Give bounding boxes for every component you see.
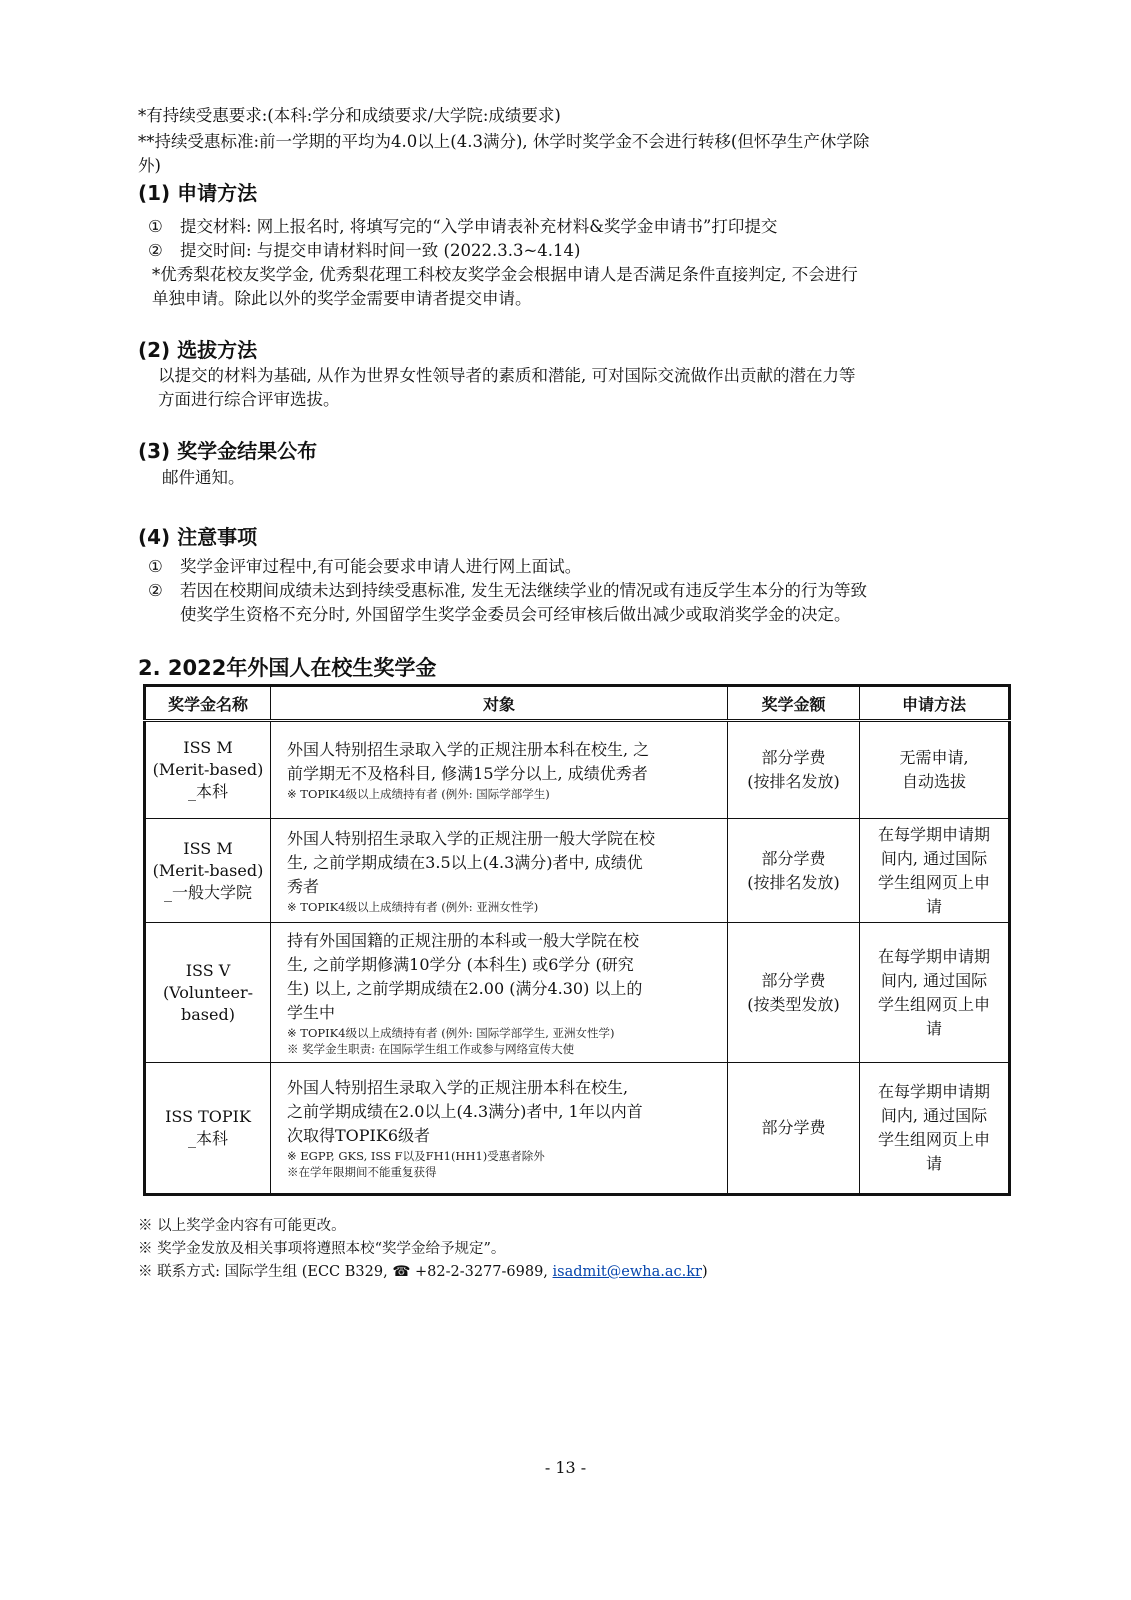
name-line: ISS M [183, 838, 233, 858]
sec3-paragraph: 邮件通知。 [162, 468, 245, 487]
sec2-paragraph-line-1: 以提交的材料为基础, 从作为世界女性领导者的素质和潜能, 可对国际交流做作出贡献的潜在力等 [158, 366, 856, 385]
target-cell [271, 819, 728, 923]
method-line: 自动选拔 [901, 772, 966, 791]
table-row [145, 1063, 1010, 1195]
header-scholarship-name: 奖学金名称 [145, 686, 271, 721]
amount-line: 部分学费 [761, 970, 826, 990]
name-line: ISS M [183, 738, 233, 757]
method-line: 无需申请, [899, 748, 969, 767]
scholarship-name-cell [145, 721, 271, 819]
sec4-item-2-text-line-1: 若因在校期间成绩未达到持续受惠标准, 发生无法继续学业的情况或有违反学生本分的行为等致 [180, 581, 867, 600]
name-line: ISS V [185, 960, 231, 980]
target-line: 之前学期成绩在2.0以上(4.3满分)者中, 1年以内首 [287, 1102, 643, 1121]
amount-cell [728, 721, 860, 819]
page-number: - 13 - [544, 1458, 587, 1477]
note-2: ※ 奖学金发放及相关事项将遵照本校“奖学金给予规定”。 [138, 1241, 506, 1257]
sec4-item-1-number: ① [148, 557, 163, 576]
target-cell [271, 721, 728, 819]
target-line: 前学期无不及格科目, 修满15学分以上, 成绩优秀者 [287, 764, 648, 783]
target-note: ※ TOPIK4级以上成绩持有者 (例外: 国际学部学生) [287, 787, 550, 801]
method-cell [860, 923, 1010, 1063]
name-line: (Merit-based) [152, 860, 264, 880]
header-method: 申请方法 [860, 686, 1010, 721]
intro-line-1: *有持续受惠要求:(本科:学分和成绩要求/大学院:成绩要求) [138, 106, 561, 125]
intro-line-2: **持续受惠标准:前一学期的平均为4.0以上(4.3满分), 休学时奖学金不会进行转移(但怀孕生产休学除 [138, 132, 870, 151]
section-1-title: (1) 申请方法 [138, 181, 258, 205]
section-3-title: (3) 奖学金结果公布 [138, 439, 318, 463]
method-cell [860, 1063, 1010, 1195]
scholarship-table [143, 684, 1011, 1196]
method-cell [860, 819, 1010, 923]
method-line: 间内, 通过国际 [880, 970, 988, 990]
name-line: ISS TOPIK [165, 1107, 251, 1126]
target-line: 生, 之前学期修满10学分 (本科生) 或6学分 (研究 [287, 954, 634, 974]
amount-line: (按排名发放) [747, 772, 840, 791]
phone-icon: ☎ [392, 1264, 411, 1280]
part-2-title: 2. 2022年外国人在校生奖学金 [138, 656, 437, 680]
name-line: (Volunteer- [162, 982, 254, 1002]
contact-suffix: ) [701, 1264, 708, 1280]
sec1-note-line-1: *优秀梨花校友奖学金, 优秀梨花理工科校友奖学金会根据申请人是否满足条件直接判定, 不会进行 [152, 265, 858, 284]
target-note: ※ TOPIK4级以上成绩持有者 (例外: 国际学部学生, 亚洲女性学) [287, 1025, 615, 1040]
sec1-item-2-text: 提交时间: 与提交申请材料时间一致 (2022.3.3~4.14) [180, 241, 581, 260]
name-line: _本科 [187, 782, 228, 801]
sec1-item-1 [148, 215, 777, 239]
sec4-item-1 [148, 555, 581, 579]
sec1-item-2-number: ② [148, 241, 163, 260]
target-line: 生) 以上, 之前学期成绩在2.00 (满分4.30) 以上的 [287, 978, 643, 998]
target-note: ※ TOPIK4级以上成绩持有者 (例外: 亚洲女性学) [287, 899, 539, 914]
target-note: ※ 奖学金生职责: 在国际学生组工作或参与网络宣传大使 [287, 1041, 575, 1056]
amount-line: (按类型发放) [747, 994, 840, 1014]
method-line: 学生组网页上申 [877, 1130, 990, 1149]
table-header-row [145, 686, 1010, 721]
header-amount: 奖学金额 [728, 686, 860, 721]
section-4-title: (4) 注意事项 [138, 525, 258, 549]
amount-line: 部分学费 [761, 748, 826, 767]
target-note: ※在学年限期间不能重复获得 [287, 1165, 437, 1179]
target-line: 外国人特别招生录取入学的正规注册一般大学院在校 [287, 828, 656, 848]
method-line: 请 [925, 1018, 942, 1038]
amount-line: 部分学费 [761, 1118, 826, 1137]
sec4-item-1-text: 奖学金评审过程中,有可能会要求申请人进行网上面试。 [180, 557, 582, 576]
scholarship-name-cell [145, 1063, 271, 1195]
method-line: 请 [925, 1154, 942, 1173]
target-line: 生, 之前学期成绩在3.5以上(4.3满分)者中, 成绩优 [287, 852, 643, 872]
intro-line-3: 外) [138, 156, 161, 175]
target-line: 外国人特别招生录取入学的正规注册本科在校生, 之 [287, 740, 650, 759]
sec1-item-1-text: 提交材料: 网上报名时, 将填写完的“入学申请表补充材料&奖学金申请书”打印提交 [180, 217, 778, 236]
amount-cell [728, 1063, 860, 1195]
target-line: 学生中 [287, 1002, 336, 1022]
target-line: 外国人特别招生录取入学的正规注册本科在校生, [287, 1078, 629, 1097]
table-row [145, 923, 1010, 1063]
target-line: 次取得TOPIK6级者 [287, 1126, 431, 1145]
amount-line: 部分学费 [761, 848, 826, 868]
table-row [145, 721, 1010, 819]
scholarship-name-cell [145, 923, 271, 1063]
table-row [145, 819, 1010, 923]
method-line: 间内, 通过国际 [880, 848, 988, 868]
target-note: ※ EGPP, GKS, ISS F以及FH1(HH1)受惠者除外 [287, 1149, 545, 1163]
method-line: 请 [925, 896, 942, 916]
method-line: 在每学期申请期 [877, 824, 990, 844]
sec1-item-1-number: ① [148, 217, 163, 236]
scholarship-name-cell [145, 819, 271, 923]
note-1: ※ 以上奖学金内容有可能更改。 [138, 1218, 346, 1234]
header-target: 对象 [271, 686, 728, 721]
target-cell [271, 923, 728, 1063]
method-cell [860, 721, 1010, 819]
amount-cell [728, 923, 860, 1063]
amount-cell [728, 819, 860, 923]
amount-line: (按排名发放) [747, 872, 840, 892]
contact-prefix: ※ 联系方式: 国际学生组 (ECC B329, [138, 1264, 393, 1280]
method-line: 间内, 通过国际 [880, 1106, 988, 1125]
sec4-item-2-number: ② [148, 581, 163, 600]
method-line: 学生组网页上申 [877, 872, 990, 892]
note-3-contact [138, 1261, 708, 1283]
section-2-title: (2) 选拔方法 [138, 338, 258, 362]
method-line: 在每学期申请期 [877, 1082, 990, 1101]
name-line: _本科 [187, 1129, 228, 1148]
method-line: 学生组网页上申 [877, 994, 990, 1014]
target-line: 秀者 [287, 876, 320, 896]
name-line: _一般大学院 [163, 882, 252, 902]
sec4-item-2 [148, 579, 867, 603]
method-line: 在每学期申请期 [877, 946, 990, 966]
name-line: based) [181, 1004, 235, 1024]
target-cell [271, 1063, 728, 1195]
name-line: (Merit-based) [152, 760, 264, 779]
contact-email-link[interactable]: isadmit@ewha.ac.kr [552, 1264, 702, 1280]
contact-phone: +82-2-3277-6989, [410, 1264, 553, 1280]
sec4-item-2-text-line-2: 使奖学生资格不充分时, 外国留学生奖学金委员会可经审核后做出减少或取消奖学金的决定。 [180, 605, 851, 624]
target-line: 持有外国国籍的正规注册的本科或一般大学院在校 [287, 930, 640, 950]
sec1-note-line-2: 单独申请。除此以外的奖学金需要申请者提交申请。 [152, 289, 532, 308]
sec1-item-2 [148, 239, 580, 263]
sec2-paragraph-line-2: 方面进行综合评审选拔。 [158, 390, 340, 409]
